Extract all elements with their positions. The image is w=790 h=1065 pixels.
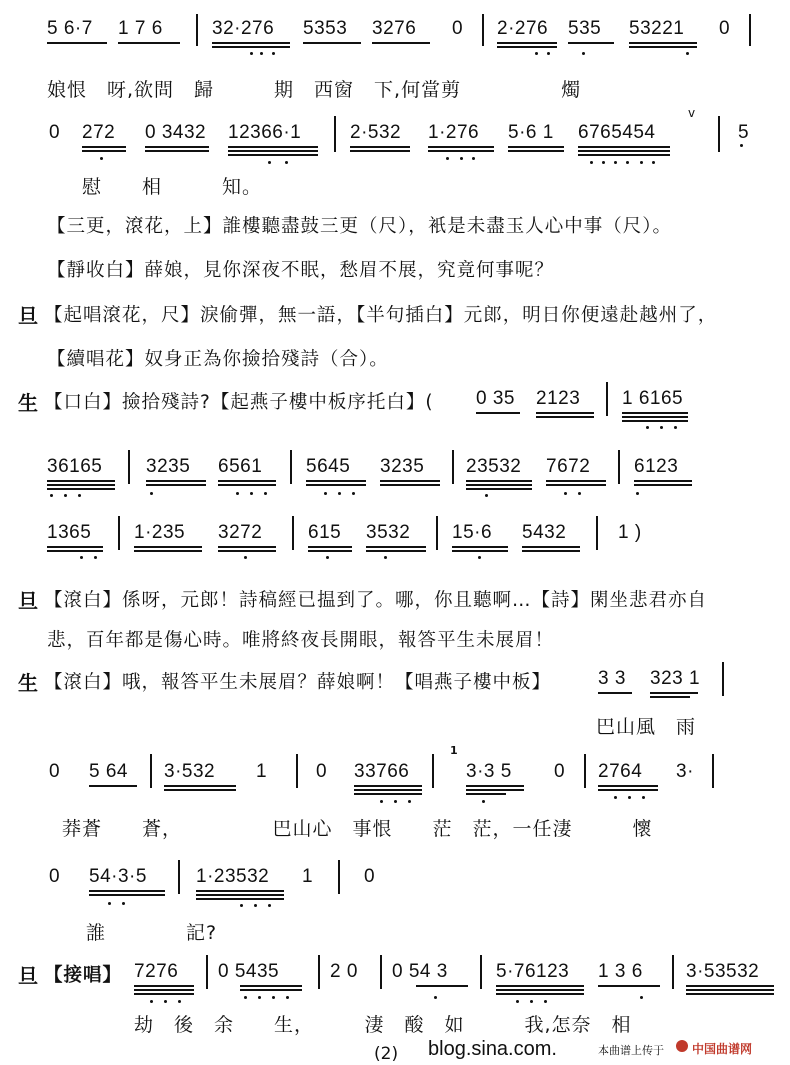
beam xyxy=(196,898,284,900)
beam xyxy=(228,150,318,152)
bar-line xyxy=(436,516,438,550)
note-group: 0 35 xyxy=(476,388,515,409)
note-group: 0 xyxy=(316,761,328,782)
beam xyxy=(496,989,584,991)
bar-line xyxy=(584,754,586,788)
note-group: 0 3432 xyxy=(145,122,207,143)
note-group: 23532 xyxy=(466,456,522,477)
low-dot xyxy=(740,144,743,147)
bar-line xyxy=(150,754,152,788)
beam xyxy=(686,993,774,995)
lyrics-line: 娘恨 呀,欲問 歸 期 西窗 下,何當剪 燭 xyxy=(47,79,582,101)
beam xyxy=(134,550,202,552)
low-dot xyxy=(640,996,643,999)
beam xyxy=(218,550,276,552)
note-group: 2·276 xyxy=(497,18,549,39)
low-dot xyxy=(240,904,243,907)
breath-mark: v xyxy=(688,106,696,120)
beam xyxy=(466,488,532,490)
beam xyxy=(496,985,584,987)
low-dot xyxy=(268,904,271,907)
low-dot xyxy=(660,426,663,429)
note-group: 5645 xyxy=(306,456,351,477)
beam xyxy=(212,46,290,48)
bar-line xyxy=(480,955,482,989)
note-group: 2 0 xyxy=(330,961,358,982)
low-dot xyxy=(285,161,288,164)
bar-line xyxy=(178,860,180,894)
beam xyxy=(306,480,366,482)
beam xyxy=(686,989,774,991)
low-dot xyxy=(434,996,437,999)
beam xyxy=(497,46,557,48)
low-dot xyxy=(640,161,643,164)
beam xyxy=(428,146,494,148)
note-group: 535 xyxy=(568,18,602,39)
low-dot xyxy=(178,1000,181,1003)
dialogue-line: 【續唱花】奴身正為你撿拾殘詩（合）。 xyxy=(47,349,389,370)
note-group: 1 xyxy=(302,866,314,887)
beam xyxy=(634,480,692,482)
bar-line xyxy=(296,754,298,788)
beam xyxy=(354,793,422,795)
low-dot xyxy=(472,157,475,160)
beam xyxy=(350,150,410,152)
low-dot xyxy=(326,556,329,559)
beam xyxy=(578,150,670,152)
low-dot xyxy=(408,800,411,803)
note-group: 0 54 3 xyxy=(392,961,448,982)
role-label: 旦 xyxy=(18,589,38,613)
note-group: 0 xyxy=(49,122,61,143)
beam xyxy=(466,785,524,787)
beam xyxy=(686,985,774,987)
beam xyxy=(496,993,584,995)
bar-line xyxy=(196,14,198,46)
beam xyxy=(308,550,352,552)
low-dot xyxy=(254,904,257,907)
note-group: 3276 xyxy=(372,18,417,39)
bar-line xyxy=(596,516,598,550)
beam xyxy=(303,42,361,44)
beam xyxy=(82,150,126,152)
beam xyxy=(546,480,606,482)
low-dot xyxy=(264,492,267,495)
low-dot xyxy=(352,492,355,495)
note-group: 12366·1 xyxy=(228,122,302,143)
site-logo: 中国曲谱网 xyxy=(692,1042,753,1056)
page-number: (2) xyxy=(374,1044,399,1064)
low-dot xyxy=(446,157,449,160)
note-group: 33766 xyxy=(354,761,410,782)
bar-line xyxy=(206,955,208,989)
bar-line xyxy=(712,754,714,788)
note-group: 0 xyxy=(554,761,566,782)
bar-line xyxy=(118,516,120,550)
note-group: 54·3·5 xyxy=(89,866,147,887)
role-label: 旦 xyxy=(18,964,38,988)
beam xyxy=(568,42,614,44)
note-group: 3·3 5 xyxy=(466,761,512,782)
note-group: 7672 xyxy=(546,456,591,477)
beam xyxy=(476,412,520,414)
low-dot xyxy=(614,796,617,799)
low-dot xyxy=(244,996,247,999)
beam xyxy=(218,480,276,482)
role-label: 生 xyxy=(18,391,38,415)
beam xyxy=(228,146,318,148)
beam xyxy=(47,480,115,482)
beam xyxy=(536,416,594,418)
low-dot xyxy=(150,492,153,495)
note-group: 3·53532 xyxy=(686,961,760,982)
note-group: 5 xyxy=(738,122,750,143)
beam xyxy=(134,546,202,548)
low-dot xyxy=(260,52,263,55)
low-dot xyxy=(380,800,383,803)
beam xyxy=(228,154,318,156)
low-dot xyxy=(100,157,103,160)
low-dot xyxy=(272,52,275,55)
beam xyxy=(212,42,290,44)
beam xyxy=(598,985,660,987)
beam xyxy=(508,146,564,148)
dialogue-line: 【起唱滾花，尺】淚偷彈，無一語，【半句插白】元郎，明日你便遠赴越州了， xyxy=(44,305,718,326)
role-label: 旦 xyxy=(18,304,38,328)
beam xyxy=(146,480,206,482)
beam xyxy=(196,894,284,896)
beam xyxy=(134,993,194,995)
beam xyxy=(622,412,688,414)
beam xyxy=(428,150,494,152)
low-dot xyxy=(50,494,53,497)
lyrics-line: 誰 記? xyxy=(86,922,218,944)
note-group: 6123 xyxy=(634,456,679,477)
beam xyxy=(380,484,440,486)
note-group: 2123 xyxy=(536,388,581,409)
dialogue-line: 悲，百年都是傷心時。唯將終夜長開眼，報答平生未展眉！ xyxy=(47,630,555,651)
beam xyxy=(308,546,352,548)
beam xyxy=(634,484,692,486)
note-group: 5·6 1 xyxy=(508,122,554,143)
note-group: 5353 xyxy=(303,18,348,39)
beam xyxy=(354,789,422,791)
low-dot xyxy=(286,996,289,999)
low-dot xyxy=(394,800,397,803)
bar-line xyxy=(718,116,720,152)
low-dot xyxy=(244,556,247,559)
grace-note: 1 xyxy=(450,744,458,757)
upload-note: 本曲谱上传于 xyxy=(598,1044,664,1057)
low-dot xyxy=(250,492,253,495)
note-group: 2764 xyxy=(598,761,643,782)
beam xyxy=(47,484,115,486)
note-group: 3 3 xyxy=(598,668,626,689)
low-dot xyxy=(338,492,341,495)
bar-line xyxy=(722,662,724,696)
beam xyxy=(146,484,206,486)
beam xyxy=(522,550,580,552)
note-group: 3235 xyxy=(146,456,191,477)
low-dot xyxy=(478,556,481,559)
logo-icon xyxy=(676,1040,688,1052)
beam xyxy=(629,42,697,44)
low-dot xyxy=(108,902,111,905)
note-group: 1 6165 xyxy=(622,388,684,409)
note-group: 1 7 6 xyxy=(118,18,163,39)
note-group: 0 5435 xyxy=(218,961,280,982)
beam xyxy=(466,789,524,791)
low-dot xyxy=(602,161,605,164)
bar-line xyxy=(672,955,674,989)
beam xyxy=(380,480,440,482)
low-dot xyxy=(258,996,261,999)
beam xyxy=(47,550,103,552)
low-dot xyxy=(324,492,327,495)
beam xyxy=(350,146,410,148)
note-group: 1365 xyxy=(47,522,92,543)
bar-line xyxy=(452,450,454,484)
beam xyxy=(416,985,468,987)
bar-line xyxy=(432,754,434,788)
dialogue-line: 【滾白】係呀，元郎！詩稿經已揾到了。哪，你且聽啊…【詩】閑坐悲君亦自 xyxy=(44,590,708,611)
note-group: 1·235 xyxy=(134,522,186,543)
note-group: 0 xyxy=(364,866,376,887)
note-group: 5 64 xyxy=(89,761,128,782)
low-dot xyxy=(268,161,271,164)
note-group: 0 xyxy=(49,761,61,782)
beam xyxy=(47,546,103,548)
beam xyxy=(196,890,284,892)
beam xyxy=(598,785,658,787)
low-dot xyxy=(482,800,485,803)
beam xyxy=(240,989,302,991)
low-dot xyxy=(535,52,538,55)
beam xyxy=(89,890,165,892)
beam xyxy=(134,985,194,987)
bar-line xyxy=(290,450,292,484)
bar-line xyxy=(380,955,382,989)
dialogue-line: 【口白】撿拾殘詩?【起燕子樓中板序托白】( xyxy=(44,392,434,413)
beam xyxy=(650,692,698,694)
beam xyxy=(622,420,688,422)
note-group: 32·276 xyxy=(212,18,275,39)
role-label: 生 xyxy=(18,671,38,695)
note-group: 1 3 6 xyxy=(598,961,643,982)
note-group: 0 xyxy=(49,866,61,887)
beam xyxy=(452,546,508,548)
bar-line xyxy=(292,516,294,550)
low-dot xyxy=(686,52,689,55)
beam xyxy=(89,785,137,787)
low-dot xyxy=(122,902,125,905)
low-dot xyxy=(590,161,593,164)
low-dot xyxy=(614,161,617,164)
low-dot xyxy=(236,492,239,495)
dialogue-line: 【滾白】哦，報答平生未展眉？薛娘啊！【唱燕子樓中板】 xyxy=(44,672,552,693)
low-dot xyxy=(646,426,649,429)
note-group: 3532 xyxy=(366,522,411,543)
lyrics-line: 慰 相 知。 xyxy=(82,176,263,198)
low-dot xyxy=(150,1000,153,1003)
lyrics-line: 劫 後 余 生， 淒 酸 如 我,怎奈 相 xyxy=(134,1014,632,1036)
low-dot xyxy=(578,492,581,495)
beam xyxy=(598,789,658,791)
low-dot xyxy=(636,492,639,495)
note-group: 3· xyxy=(676,761,694,782)
low-dot xyxy=(250,52,253,55)
lyrics-line: 巴山風 雨 xyxy=(596,716,697,738)
note-group: 5 6·7 xyxy=(47,18,93,39)
stage-direction-line: 【三更，滾花，上】誰樓聽盡鼓三更（尺），衹是未盡玉人心中事（尺）。 xyxy=(47,216,673,237)
beam xyxy=(47,488,115,490)
source-site: blog.sina.com. xyxy=(428,1038,557,1060)
beam xyxy=(145,150,209,152)
note-group: 272 xyxy=(82,122,116,143)
beam xyxy=(366,550,426,552)
beam xyxy=(372,42,430,44)
note-group: 1 xyxy=(256,761,268,782)
note-group: 6561 xyxy=(218,456,263,477)
beam xyxy=(82,146,126,148)
low-dot xyxy=(272,996,275,999)
note-group: 36165 xyxy=(47,456,103,477)
note-group: 0 xyxy=(452,18,464,39)
beam xyxy=(522,546,580,548)
low-dot xyxy=(64,494,67,497)
bar-line xyxy=(482,14,484,46)
beam xyxy=(497,42,557,44)
beam xyxy=(650,696,690,698)
stage-direction-line: 【靜收白】薛娘，見你深夜不眠，愁眉不展，究竟何事呢？ xyxy=(47,260,555,281)
note-group: 7276 xyxy=(134,961,179,982)
beam xyxy=(218,546,276,548)
beam xyxy=(240,985,302,987)
low-dot xyxy=(78,494,81,497)
beam xyxy=(145,146,209,148)
beam xyxy=(366,546,426,548)
note-group: 15·6 xyxy=(452,522,493,543)
beam xyxy=(466,484,532,486)
beam xyxy=(452,550,508,552)
low-dot xyxy=(564,492,567,495)
beam xyxy=(164,785,236,787)
beam xyxy=(578,146,670,148)
low-dot xyxy=(582,52,585,55)
low-dot xyxy=(530,1000,533,1003)
note-group: 3·532 xyxy=(164,761,216,782)
bar-line xyxy=(749,14,751,46)
bar-line xyxy=(606,382,608,416)
note-group: 1 ) xyxy=(618,522,642,543)
beam xyxy=(466,793,506,795)
bar-line xyxy=(318,955,320,989)
low-dot xyxy=(544,1000,547,1003)
beam xyxy=(629,46,697,48)
beam xyxy=(578,154,670,156)
section-label: 【接唱】 xyxy=(44,965,123,986)
note-group: 5432 xyxy=(522,522,567,543)
bar-line xyxy=(128,450,130,484)
beam xyxy=(218,484,276,486)
beam xyxy=(89,894,165,896)
beam xyxy=(598,692,632,694)
beam xyxy=(508,150,564,152)
low-dot xyxy=(547,52,550,55)
note-group: 5·76123 xyxy=(496,961,570,982)
note-group: 1·276 xyxy=(428,122,480,143)
beam xyxy=(546,484,606,486)
low-dot xyxy=(516,1000,519,1003)
note-group: 0 xyxy=(719,18,731,39)
low-dot xyxy=(642,796,645,799)
note-group: 53221 xyxy=(629,18,685,39)
beam xyxy=(47,42,107,44)
bar-line xyxy=(338,860,340,894)
note-group: 2·532 xyxy=(350,122,402,143)
beam xyxy=(118,42,180,44)
bar-line xyxy=(618,450,620,484)
beam xyxy=(164,789,236,791)
note-group: 1·23532 xyxy=(196,866,270,887)
low-dot xyxy=(626,161,629,164)
beam xyxy=(354,785,422,787)
low-dot xyxy=(652,161,655,164)
low-dot xyxy=(80,556,83,559)
low-dot xyxy=(674,426,677,429)
low-dot xyxy=(628,796,631,799)
low-dot xyxy=(164,1000,167,1003)
note-group: 3235 xyxy=(380,456,425,477)
beam xyxy=(536,412,594,414)
lyrics-line: 莽蒼 蒼， 巴山心 事恨 茫 茫，一任淒 懷 xyxy=(62,818,653,840)
low-dot xyxy=(94,556,97,559)
beam xyxy=(622,416,688,418)
bar-line xyxy=(334,116,336,152)
low-dot xyxy=(460,157,463,160)
note-group: 3272 xyxy=(218,522,263,543)
low-dot xyxy=(485,494,488,497)
note-group: 615 xyxy=(308,522,342,543)
beam xyxy=(134,989,194,991)
note-group: 323 1 xyxy=(650,668,701,689)
low-dot xyxy=(384,556,387,559)
note-group: 6765454 xyxy=(578,122,656,143)
beam xyxy=(466,480,532,482)
beam xyxy=(306,484,366,486)
